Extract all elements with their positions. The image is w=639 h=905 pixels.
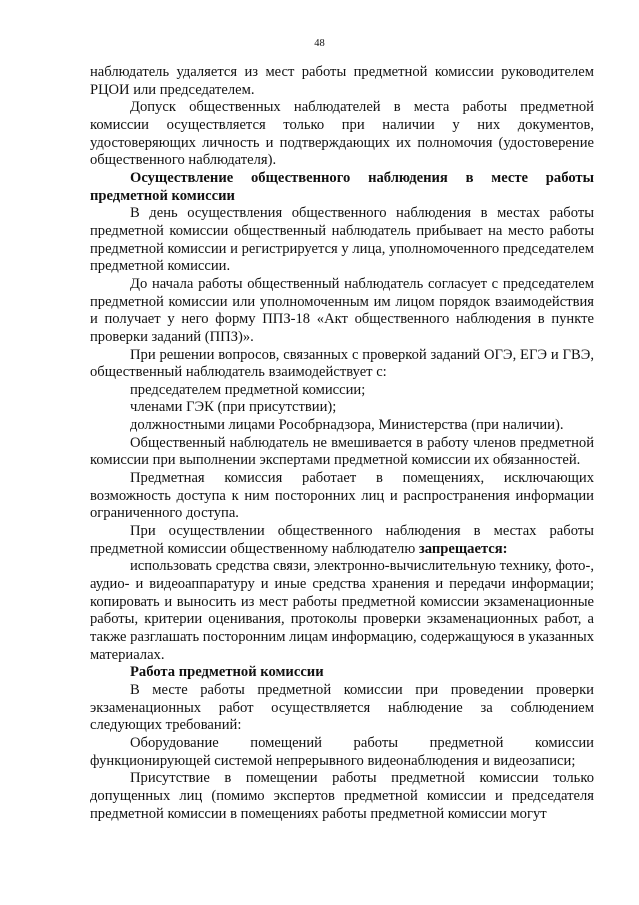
page-number: 48	[314, 38, 325, 49]
paragraph-restricted-premises: Предметная комиссия работает в помещениях, исключающих возможность доступа к ним посторонних лиц и распространения информации ограниченного доступа.	[90, 470, 594, 522]
paragraph-observer-removal: наблюдатель удаляется из мест работы предметной комиссии руководителем РЦОИ или председателем.	[90, 64, 594, 98]
list-item-officials: должностными лицами Рособрнадзора, Министерства (при наличии).	[130, 417, 564, 434]
paragraph-requirements-intro: В месте работы предметной комиссии при проведении проверки экзаменационных работ осуществляется наблюдение за соблюдением следующих требований:	[90, 681, 594, 734]
prohibitions-intro-text: При осуществлении общественного наблюдения в местах работы предметной комиссии общественному наблюдателю	[90, 523, 594, 557]
paragraph-prohibited-actions: использовать средства связи, электронно-вычислительную технику, фото-, аудио- и видеоаппаратуру и иные средства хранения и передачи информации; копировать и выносить из мест работы предметной комиссии экзаменационные работы, критерии оценивания, протоколы проверки экзаменационных работ, а также разглашать посторонним лицам информацию, содержащуюся в указанных материалах.	[90, 558, 594, 663]
paragraph-admission-documents: Допуск общественных наблюдателей в места работы предметной комиссии осуществляется только при наличии у них документов, удостоверяющих личность и подтверждающих их полномочия (удостоверение общественного наблюдателя).	[90, 99, 594, 169]
paragraph-arrival-registration: В день осуществления общественного наблюдения в местах работы предметной комиссии общественный наблюдатель прибывает на место работы предметной комиссии и регистрируется у лица, уполномоченного председателем предметной комиссии.	[90, 205, 594, 275]
paragraph-form-ppz18: До начала работы общественный наблюдатель согласует с председателем предметной комиссии или уполномоченным им лицом порядок взаимодействия и получает у него форму ППЗ-18 «Акт общественного наблюдения в пункте проверки заданий (ППЗ)».	[90, 275, 594, 345]
list-item-gek-members: членами ГЭК (при присутствии);	[130, 399, 337, 416]
section-heading-commission-work: Работа предметной комиссии	[130, 664, 324, 681]
paragraph-video-surveillance: Оборудование помещений работы предметной комиссии функционирующей системой непрерывного видеонаблюдения и видеозаписи;	[90, 734, 594, 769]
list-item-chairman: председателем предметной комиссии;	[130, 381, 366, 398]
paragraph-interaction-intro: При решении вопросов, связанных с проверкой заданий ОГЭ, ЕГЭ и ГВЭ, общественный наблюдатель взаимодействует с:	[90, 346, 594, 381]
page-body	[90, 64, 594, 823]
paragraph-admitted-persons: Присутствие в помещении работы предметной комиссии только допущенных лиц (помимо экспертов предметной комиссии и председателя предметной комиссии в помещениях работы предметной комиссии могут	[90, 770, 594, 822]
prohibited-keyword: запрещается:	[418, 540, 508, 557]
section-heading-observation: Осуществление общественного наблюдения в месте работы предметной комиссии	[90, 169, 594, 204]
paragraph-prohibitions-intro	[90, 523, 594, 558]
paragraph-non-interference: Общественный наблюдатель не вмешивается в работу членов предметной комиссии при выполнении экспертами предметной комиссии их обязанностей.	[90, 434, 594, 469]
